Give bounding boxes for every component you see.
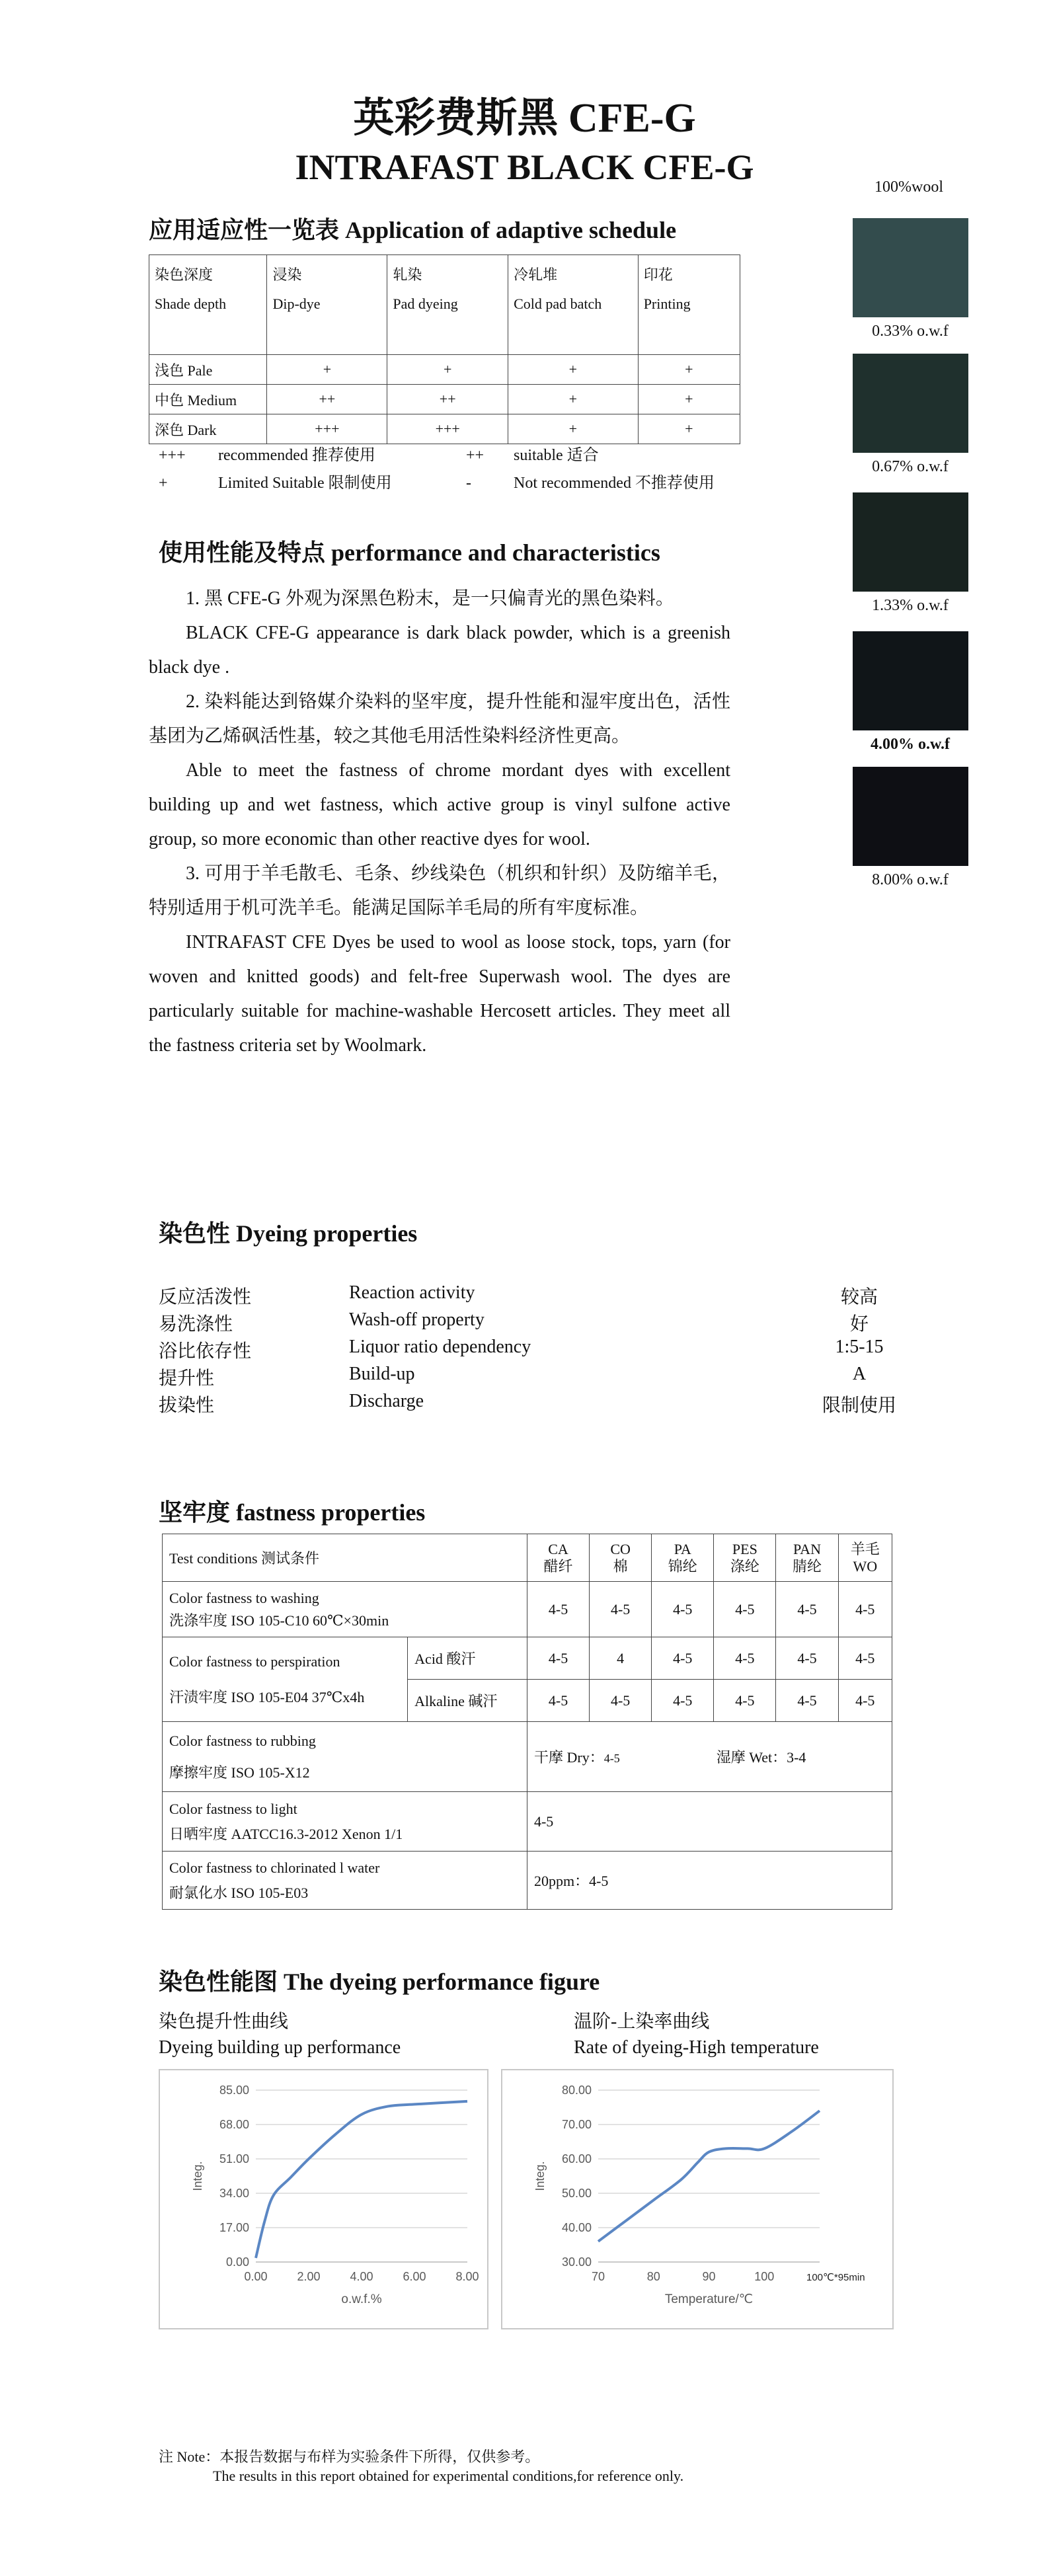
cell: + (508, 414, 639, 444)
cell: + (638, 385, 740, 414)
light-label: Color fastness to light 日晒牢度 AATCC16.3-2012 Xenon 1/1 (163, 1792, 527, 1852)
dyeing-prop-value: 好 (849, 1314, 869, 1335)
note-en: The results in this report obtained for experimental conditions,for reference only. (213, 2468, 684, 2484)
right-chart-title-cn: 温阶-上染率曲线 (574, 2011, 710, 2032)
cell: 4-5 (652, 1680, 714, 1722)
legend-line-1: +++ recommended 推荐使用 ++ suitable 适合 (159, 447, 599, 464)
col-dip-dye: 浸染 Dip-dye (267, 255, 387, 355)
dyeing-prop-cn: 反应活泼性 (159, 1287, 252, 1308)
y-tick-label: 68.00 (219, 2118, 249, 2131)
alkaline-label: Alkaline 碱汗 (408, 1680, 527, 1722)
y-tick-label: 70.00 (561, 2118, 592, 2131)
x-tick-label: 100 (754, 2270, 775, 2283)
right-chart-title-en: Rate of dyeing-High temperature (574, 2037, 819, 2058)
x-axis-title: Temperature/℃ (664, 2292, 754, 2306)
building-up-chart (160, 2070, 487, 2328)
series-line (598, 2111, 820, 2242)
chart-rate-of-dyeing (501, 2069, 894, 2329)
cell: 4-5 (776, 1582, 838, 1637)
dyeing-heading: 染色性 Dyeing properties (159, 1220, 418, 1247)
dyeing-prop-cn: 拔染性 (159, 1395, 215, 1416)
cell: 4-5 (652, 1582, 714, 1637)
cell: 4-5 (652, 1637, 714, 1680)
cell: 4-5 (776, 1680, 838, 1722)
y-tick-label: 51.00 (219, 2152, 249, 2166)
dyeing-prop-en: Wash-off property (349, 1309, 485, 1330)
paragraph: INTRAFAST CFE Dyes be used to wool as loose stock, tops, yarn (for woven and knitted goods) and felt-free Superwash wool. The dyes are particularly suitable for machine-washable Hercosett articles. They meet all the fastness criteria set by Woolmark. (149, 932, 730, 1056)
x-tick-label: 4.00 (350, 2270, 373, 2283)
cell: 4-5 (838, 1637, 892, 1680)
cell: ++ (387, 385, 508, 414)
cell: +++ (387, 414, 508, 444)
swatch-label: 0.67% o.w.f (872, 458, 949, 475)
table-row (163, 1637, 892, 1680)
table-row (149, 355, 740, 385)
x-tick-label: 2.00 (297, 2270, 321, 2283)
paragraph: 1. 黑 CFE-G 外观为深黑色粉末，是一只偏青光的黑色染料。 (186, 588, 674, 609)
y-axis-title: Integ. (191, 2161, 204, 2191)
dyeing-prop-value: 较高 (840, 1287, 878, 1308)
x-tick-label: 70 (591, 2270, 605, 2283)
col-shade-depth: 染色深度 Shade depth (149, 255, 267, 355)
fastness-table (162, 1534, 892, 1910)
y-tick-label: 0.00 (225, 2255, 249, 2269)
swatch-2 (853, 354, 968, 453)
y-tick-label: 60.00 (561, 2152, 592, 2166)
y-tick-label: 34.00 (219, 2187, 249, 2200)
light-value: 4-5 (527, 1792, 892, 1852)
y-tick-label: 17.00 (219, 2221, 249, 2234)
paragraph: Able to meet the fastness of chrome mordant dyes with excellent building up and wet fastness, which active group is vinyl sulfone active group, so more economic than other reactive dyes for wool. (149, 760, 730, 849)
application-heading: 应用适应性一览表 Application of adaptive schedule (149, 217, 677, 243)
dyeing-prop-value: A (852, 1364, 867, 1384)
x-tick-label: 8.00 (455, 2270, 479, 2283)
swatch-3 (853, 492, 968, 592)
figure-heading: 染色性能图 The dyeing performance figure (159, 1969, 600, 1995)
washing-label: Color fastness to washing 洗涤牢度 ISO 105-C10 60℃×30min (163, 1582, 527, 1637)
annotation: 100℃*95min (806, 2272, 865, 2283)
legend-line-2: + Limited Suitable 限制使用 - Not recommended 不推荐使用 (159, 475, 715, 492)
cell: 4-5 (590, 1582, 652, 1637)
swatch-label: 4.00% o.w.f (871, 736, 950, 753)
table-row (163, 1582, 892, 1637)
title-en: INTRAFAST BLACK CFE-G (295, 147, 754, 187)
x-tick-label: 80 (646, 2270, 660, 2283)
cell: + (267, 355, 387, 385)
cell: 4-5 (714, 1680, 776, 1722)
cell: 4-5 (527, 1680, 589, 1722)
cell: 4-5 (527, 1637, 589, 1680)
left-chart-title-en: Dyeing building up performance (159, 2037, 401, 2058)
swatch-label: 8.00% o.w.f (872, 871, 949, 888)
cell: 4-5 (590, 1680, 652, 1722)
fiber-pes: PES 涤纶 (714, 1534, 776, 1582)
cell: 4-5 (776, 1637, 838, 1680)
row-label: 中色 Medium (149, 385, 267, 414)
y-tick-label: 50.00 (561, 2187, 592, 2200)
table-row (149, 414, 740, 444)
swatch-5 (853, 767, 968, 866)
perspiration-label: Color fastness to perspiration 汗渍牢度 ISO 105-E04 37℃x4h (163, 1637, 408, 1722)
cell: + (387, 355, 508, 385)
x-tick-label: 0.00 (244, 2270, 268, 2283)
cell: +++ (267, 414, 387, 444)
table-row (163, 1792, 892, 1852)
cell: + (638, 355, 740, 385)
fiber-co: CO 棉 (590, 1534, 652, 1582)
dyeing-prop-cn: 提升性 (159, 1368, 215, 1389)
table-row (163, 1722, 892, 1792)
cell: ++ (267, 385, 387, 414)
dyeing-prop-en: Liquor ratio dependency (349, 1337, 531, 1357)
cell: + (638, 414, 740, 444)
swatch-4 (853, 631, 968, 730)
y-axis-title: Integ. (533, 2161, 547, 2191)
cell: + (508, 385, 639, 414)
x-tick-label: 90 (702, 2270, 716, 2283)
dyeing-prop-en: Build-up (349, 1364, 415, 1384)
table-row (149, 385, 740, 414)
x-axis-title: o.w.f.% (341, 2292, 382, 2306)
performance-heading: 使用性能及特点 performance and characteristics (159, 539, 660, 566)
cell: 4-5 (714, 1582, 776, 1637)
cell: + (508, 355, 639, 385)
swatch-label: 1.33% o.w.f (872, 597, 949, 614)
rubbing-values: 干摩 Dry：4-5 湿摩 Wet：3-4 (527, 1722, 892, 1792)
dyeing-prop-en: Reaction activity (349, 1282, 475, 1303)
performance-body (149, 582, 730, 1063)
fiber-ca: CA 醋纤 (527, 1534, 589, 1582)
paragraph: 2. 染料能达到铬媒介染料的坚牢度，提升性能和湿牢度出色，活性基团为乙烯砜活性基，较之其他毛用活性染料经济性更高。 (149, 691, 730, 746)
cell: 4 (590, 1637, 652, 1680)
cell: 4-5 (838, 1680, 892, 1722)
y-tick-label: 30.00 (561, 2255, 592, 2269)
dyeing-prop-cn: 易洗涤性 (159, 1314, 233, 1335)
col-cold-pad-batch: 冷轧堆 Cold pad batch (508, 255, 639, 355)
cell: 4-5 (527, 1582, 589, 1637)
cell: 4-5 (714, 1637, 776, 1680)
table-row (163, 1852, 892, 1910)
chart-building-up (159, 2069, 488, 2329)
dyeing-prop-value: 限制使用 (822, 1395, 896, 1416)
application-table (149, 254, 740, 444)
fastness-heading: 坚牢度 fastness properties (159, 1499, 426, 1526)
rate-of-dyeing-chart (502, 2070, 892, 2328)
fiber-pan: PAN 腈纶 (776, 1534, 838, 1582)
y-tick-label: 85.00 (219, 2084, 249, 2097)
fiber-wo: 羊毛 WO (838, 1534, 892, 1582)
col-printing: 印花 Printing (638, 255, 740, 355)
paragraph: 3. 可用于羊毛散毛、毛条、纱线染色（机织和针织）及防缩羊毛，特别适用于机可洗羊毛。能满足国际羊毛局的所有牢度标准。 (149, 863, 730, 918)
paragraph: BLACK CFE-G appearance is dark black powder, which is a greenish black dye . (149, 623, 730, 678)
row-label: 深色 Dark (149, 414, 267, 444)
row-label: 浅色 Pale (149, 355, 267, 385)
acid-label: Acid 酸汗 (408, 1637, 527, 1680)
chlorinated-label: Color fastness to chlorinated l water 耐氯化水 ISO 105-E03 (163, 1852, 527, 1910)
test-conditions-header: Test conditions 测试条件 (163, 1534, 527, 1582)
title-cn: 英彩费斯黑 CFE-G (353, 96, 696, 141)
fiber-pa: PA 锦纶 (652, 1534, 714, 1582)
dyeing-prop-en: Discharge (349, 1391, 424, 1411)
y-tick-label: 80.00 (561, 2084, 592, 2097)
left-chart-title-cn: 染色提升性曲线 (159, 2011, 289, 2032)
dyeing-prop-cn: 浴比依存性 (159, 1341, 252, 1362)
swatch-label: 0.33% o.w.f (872, 323, 949, 340)
swatch-1 (853, 218, 968, 317)
dyeing-prop-value: 1:5-15 (835, 1337, 884, 1357)
x-tick-label: 6.00 (403, 2270, 426, 2283)
cell: 4-5 (838, 1582, 892, 1637)
rubbing-label: Color fastness to rubbing 摩擦牢度 ISO 105-X12 (163, 1722, 527, 1792)
swatch-header: 100%wool (874, 178, 943, 196)
chlorinated-value: 20ppm：4-5 (527, 1852, 892, 1910)
col-pad-dyeing: 轧染 Pad dyeing (387, 255, 508, 355)
note-cn: 注 Note：本报告数据与布样为实验条件下所得，仅供参考。 (159, 2448, 540, 2465)
y-tick-label: 40.00 (561, 2221, 592, 2234)
